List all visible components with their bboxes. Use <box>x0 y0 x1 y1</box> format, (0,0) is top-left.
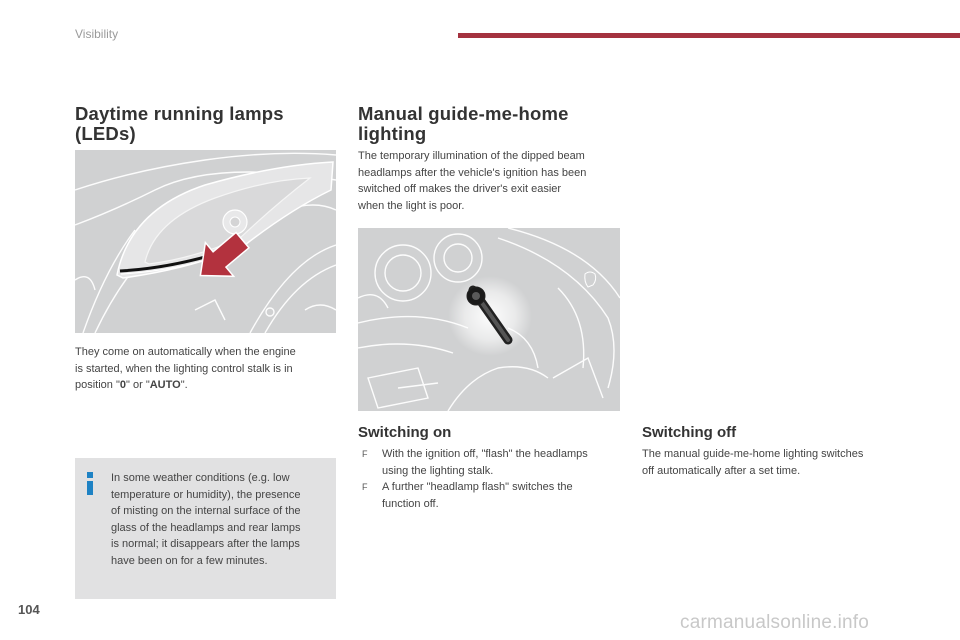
header-accent-bar <box>458 33 960 38</box>
bullet-marker: F <box>362 482 368 492</box>
info-text: In some weather conditions (e.g. low temperature or humidity), the presence of misting on the internal surface of the glass of the headlamps and rear lamps is normal; it disappears after the lamps have been on for a few minutes. <box>111 472 301 567</box>
section-title: Visibility <box>75 27 119 41</box>
bullet-marker: F <box>362 449 368 459</box>
info-box <box>75 458 336 599</box>
list-item: F With the ignition off, "flash" the headlamps using the lighting stalk. <box>362 448 588 477</box>
position-0: 0 <box>119 379 127 391</box>
switching-on-heading: Switching on <box>358 424 452 441</box>
guide-me-home-heading: Manual guide-me-home lighting <box>358 103 569 144</box>
position-auto: AUTO <box>149 379 181 391</box>
switching-off-text: The manual guide-me-home lighting switches off automatically after a set time. <box>642 448 864 477</box>
switching-on-list <box>358 446 628 512</box>
lighting-stalk-illustration <box>358 228 620 411</box>
headlamp-illustration <box>75 150 336 333</box>
info-icon <box>85 472 95 497</box>
list-item: F A further "headlamp flash" switches the function off. <box>362 481 573 510</box>
daytime-lamps-description: They come on automatically when the engine is started, when the lighting control stalk is in position "0" or "AUTO". <box>75 346 296 391</box>
guide-me-home-intro: The temporary illumination of the dipped beam headlamps after the vehicle's ignition has been switched off makes the driver's exit easier when the light is poor. <box>358 150 587 212</box>
watermark: carmanualsonline.info <box>680 612 870 633</box>
page-number: 104 <box>18 602 40 617</box>
switching-off-heading: Switching off <box>642 424 737 441</box>
daytime-lamps-heading: Daytime running lamps (LEDs) <box>75 103 284 144</box>
